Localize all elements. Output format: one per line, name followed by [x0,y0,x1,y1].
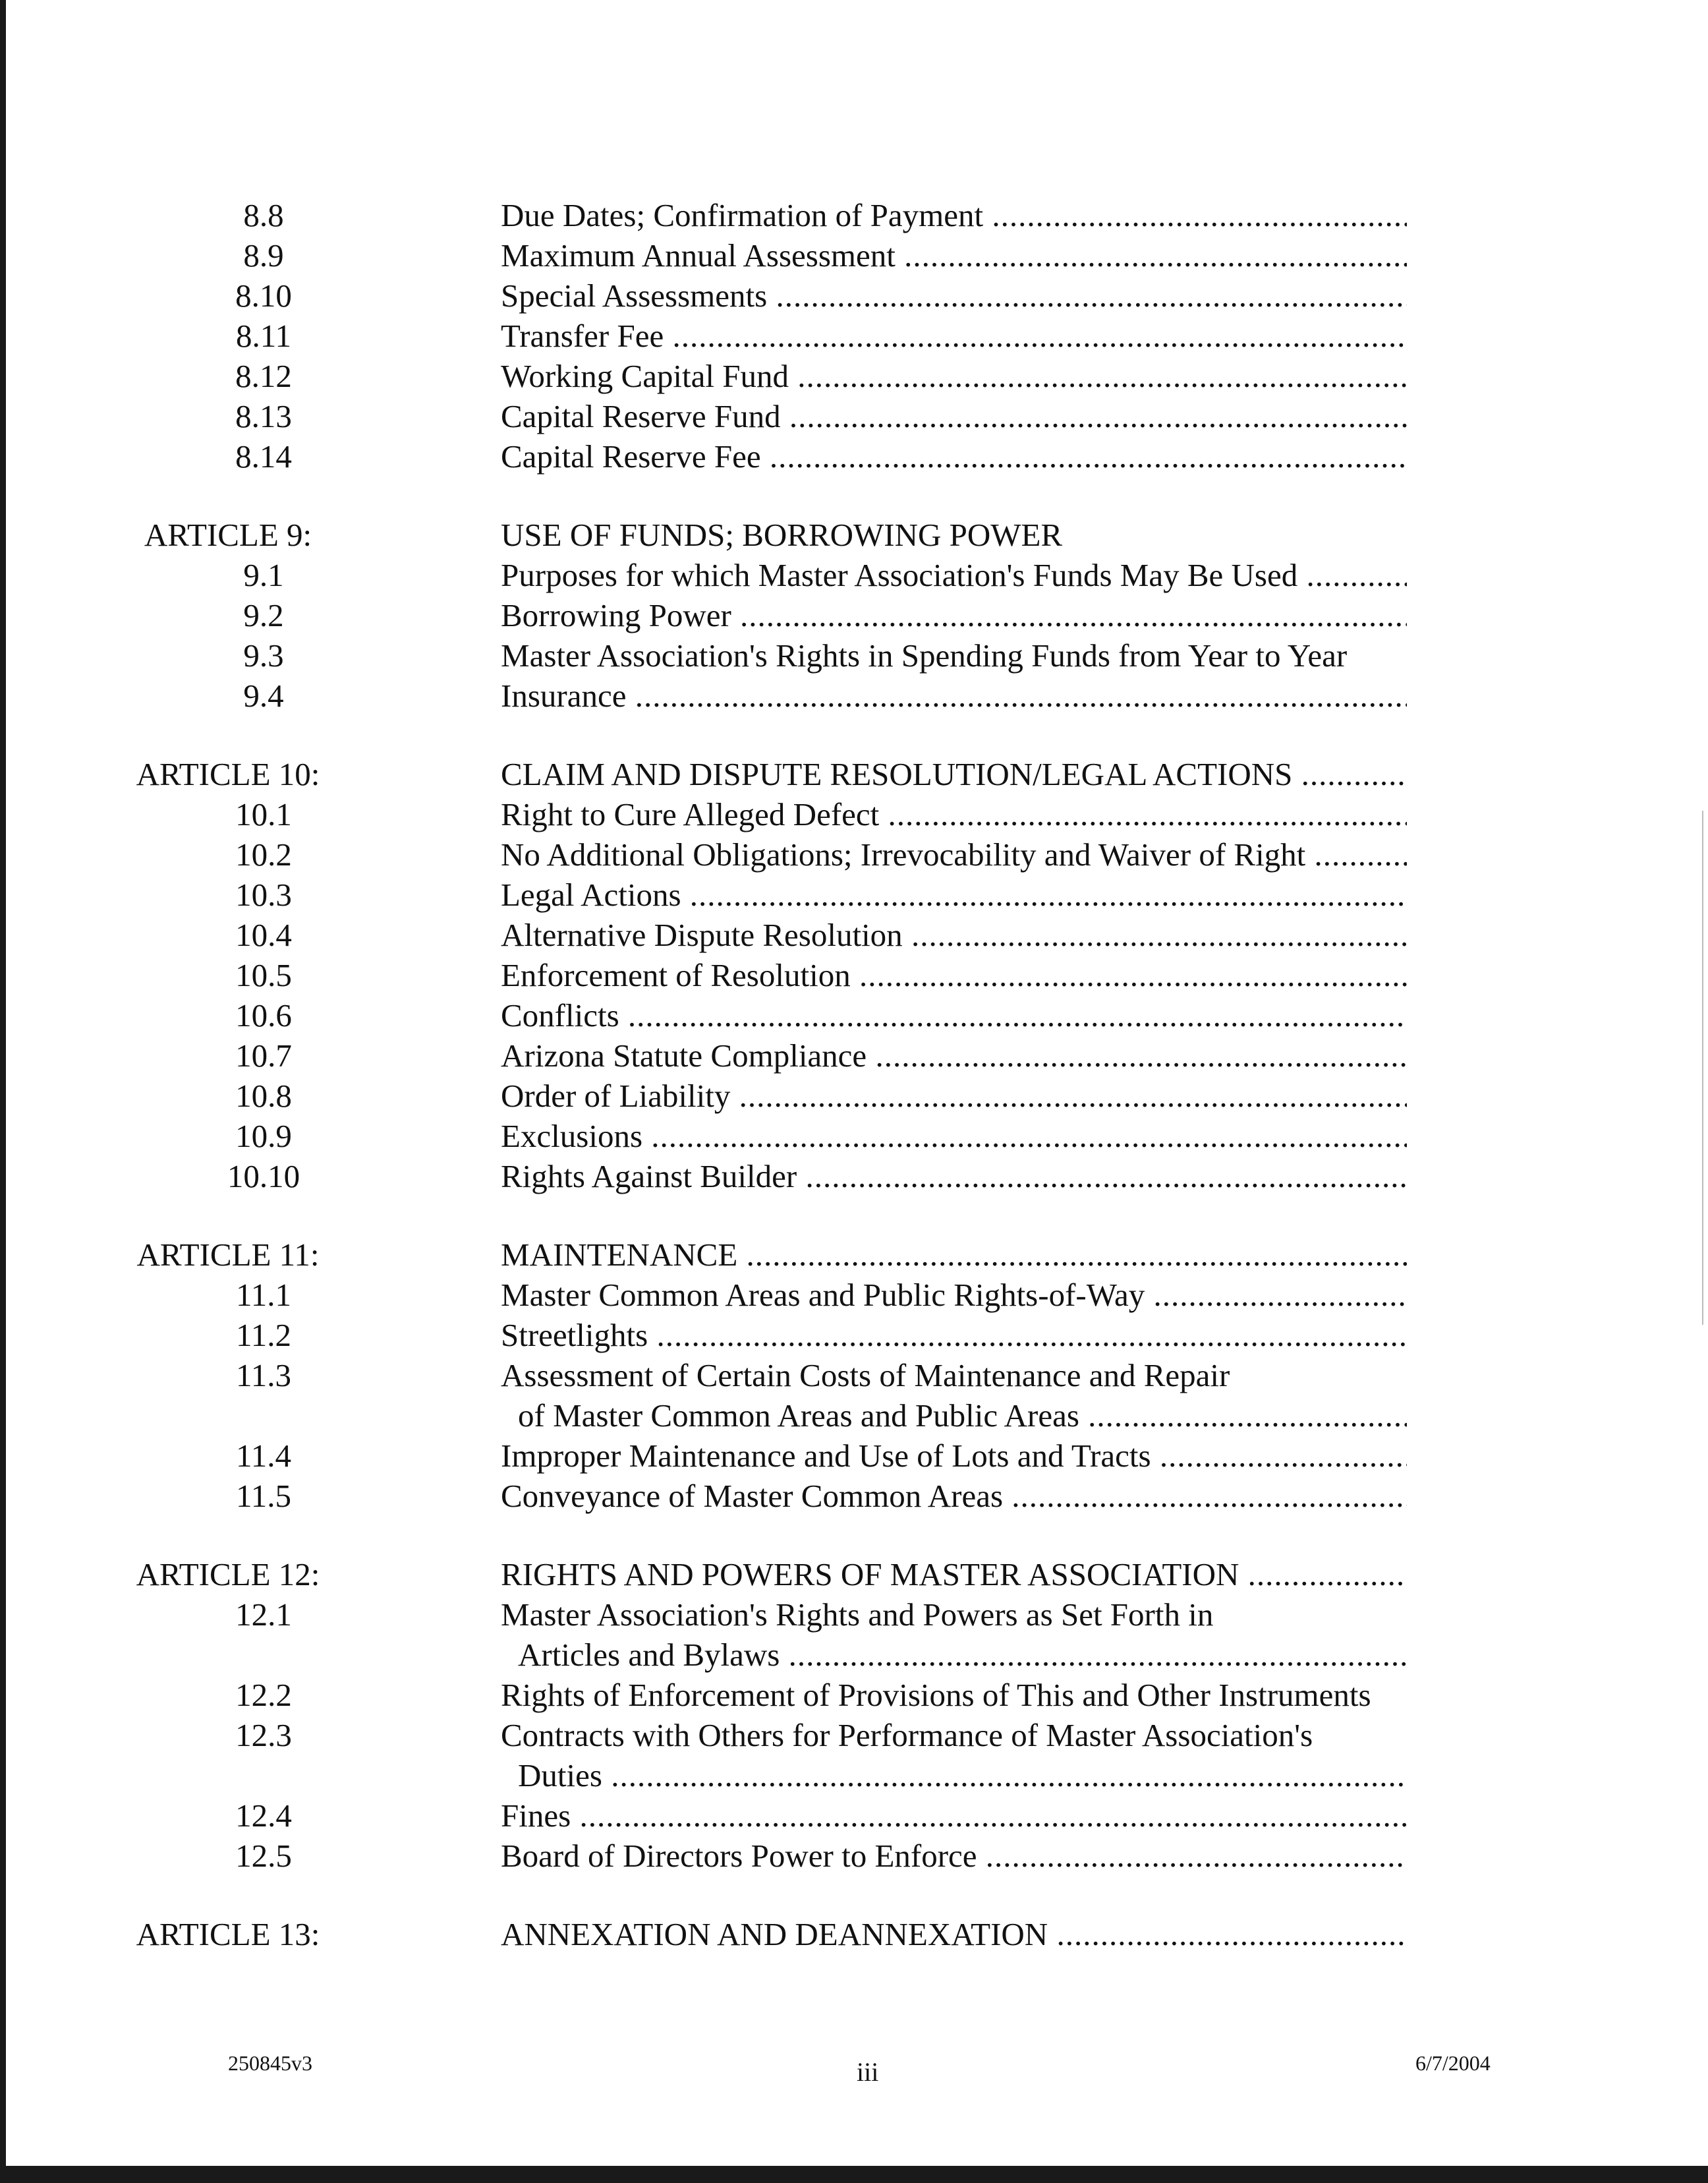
section-number: 9.2 [243,597,284,633]
section-number: 10.5 [235,957,292,993]
toc-section-row [0,1594,1708,1635]
section-number: 9.1 [243,557,284,593]
toc-section-row [0,1755,1708,1795]
toc-section-row [0,1395,1708,1436]
toc-section-row [0,595,1708,635]
section-number: 10.7 [235,1037,292,1074]
section-title: Working Capital Fund ..... [501,356,1407,396]
toc-section-row [0,396,1708,436]
toc-section-row [0,875,1708,915]
section-title: of Master Common Areas and Public Areas ..... [518,1395,1407,1436]
section-title: Streetlights ..... [501,1315,1407,1355]
section-title: Insurance ..... [501,676,1407,716]
toc-section-row [0,235,1708,276]
toc-section-row [0,1436,1708,1476]
section-title: Capital Reserve Fee ..... [501,436,1407,477]
article-number: ARTICLE 10: [136,756,320,792]
toc-section-row [0,1116,1708,1156]
section-title: Improper Maintenance and Use of Lots and Tracts ..... [501,1436,1407,1476]
section-title: Master Association's Rights and Powers as Set Forth in [501,1596,1214,1633]
section-title: Transfer Fee ..... [501,316,1407,356]
section-number: 8.12 [235,358,292,394]
section-title: Borrowing Power ..... [501,595,1407,635]
toc-section-row [0,995,1708,1035]
section-title: No Additional Obligations; Irrevocability and Waiver of Right ..... [501,834,1407,875]
article-number: ARTICLE 13: [136,1916,320,1952]
toc-section-row [0,1076,1708,1116]
section-title: Board of Directors Power to Enforce ..... [501,1836,1407,1876]
article-title: CLAIM AND DISPUTE RESOLUTION/LEGAL ACTIONS ..... [501,754,1407,794]
toc-section-row [0,1635,1708,1675]
section-number: 12.1 [235,1596,292,1633]
section-title: Arizona Statute Compliance ..... [501,1035,1407,1076]
section-title: Master Association's Rights in Spending Funds from Year to Year [501,637,1348,674]
toc-section-row [0,1315,1708,1355]
toc-section-row [0,1355,1708,1395]
article-title: ANNEXATION AND DEANNEXATION ..... [501,1914,1407,1954]
toc-section-row [0,316,1708,356]
toc-section-row [0,834,1708,875]
section-number: 8.13 [235,398,292,434]
section-number: 10.3 [235,877,292,913]
section-title: Enforcement of Resolution ..... [501,955,1407,995]
section-title: Purposes for which Master Association's Funds May Be Used ..... [501,555,1407,595]
section-title: Due Dates; Confirmation of Payment ..... [501,195,1407,235]
article-number: ARTICLE 11: [136,1237,320,1273]
toc-section-row [0,276,1708,316]
section-number: 8.11 [236,318,291,354]
section-title: Capital Reserve Fund ..... [501,396,1407,436]
section-number: 8.10 [235,277,292,314]
section-title: Assessment of Certain Costs of Maintenance and Repair [501,1357,1230,1393]
toc-section-row [0,1035,1708,1076]
section-number: 11.5 [236,1478,291,1514]
toc-section-row [0,1476,1708,1516]
section-title: Right to Cure Alleged Defect ..... [501,794,1407,834]
toc-section-row [0,1275,1708,1315]
section-title: Conflicts ..... [501,995,1407,1035]
section-title: Exclusions ..... [501,1116,1407,1156]
section-number: 9.4 [243,678,284,714]
toc-section-row [0,955,1708,995]
section-number: 11.1 [236,1277,291,1313]
section-number: 8.8 [243,197,284,233]
section-number: 10.6 [235,997,292,1033]
section-title: Legal Actions ..... [501,875,1407,915]
section-number: 10.10 [227,1158,300,1194]
page-number: iii [857,2057,879,2087]
section-number: 10.2 [235,836,292,873]
toc-section-row [0,1795,1708,1836]
section-title: Articles and Bylaws ..... [518,1635,1407,1675]
scan-edge-bottom [0,2166,1708,2183]
section-title: Duties ..... [518,1755,1407,1795]
toc-section-row [0,356,1708,396]
article-title: MAINTENANCE ..... [501,1235,1407,1275]
section-title: Fines ..... [501,1795,1407,1836]
section-title: Master Common Areas and Public Rights-of-Way ..... [501,1275,1407,1315]
section-number: 8.9 [243,237,284,274]
section-title: Rights of Enforcement of Provisions of This and Other Instruments [501,1677,1371,1713]
toc-section-row [0,676,1708,716]
toc-article-row [0,515,1708,555]
toc-section-row [0,195,1708,235]
toc-article-row [0,1914,1708,1954]
section-number: 8.14 [235,438,292,475]
toc-section-row [0,1675,1708,1715]
section-number: 11.4 [236,1438,291,1474]
toc-section-row [0,1715,1708,1755]
table-of-contents [0,195,1708,1954]
section-number: 11.3 [236,1357,291,1393]
section-number: 12.4 [235,1797,292,1834]
toc-article-row [0,754,1708,794]
article-number: ARTICLE 9: [144,517,312,553]
article-title: USE OF FUNDS; BORROWING POWER [501,517,1063,553]
section-title: Conveyance of Master Common Areas ..... [501,1476,1407,1516]
toc-article-row [0,1235,1708,1275]
toc-section-row [0,1836,1708,1876]
section-title: Special Assessments ..... [501,276,1407,316]
section-title: Alternative Dispute Resolution ..... [501,915,1407,955]
toc-section-row [0,915,1708,955]
document-date: 6/7/2004 [1415,2051,1491,2075]
document-id: 250845v3 [228,2051,312,2075]
section-number: 10.1 [235,796,292,832]
article-number: ARTICLE 12: [136,1556,320,1592]
toc-article-row [0,1554,1708,1594]
toc-section-row [0,436,1708,477]
section-number: 10.8 [235,1078,292,1114]
section-number: 12.3 [235,1717,292,1753]
toc-section-row [0,635,1708,676]
section-title: Contracts with Others for Performance of Master Association's [501,1717,1313,1753]
section-number: 11.2 [236,1317,291,1353]
toc-section-row [0,1156,1708,1196]
toc-section-row [0,794,1708,834]
section-title: Order of Liability ..... [501,1076,1407,1116]
section-number: 12.5 [235,1838,292,1874]
toc-section-row [0,555,1708,595]
section-number: 10.9 [235,1118,292,1154]
section-number: 9.3 [243,637,284,674]
section-number: 10.4 [235,917,292,953]
article-title: RIGHTS AND POWERS OF MASTER ASSOCIATION ..... [501,1554,1407,1594]
section-title: Rights Against Builder ..... [501,1156,1407,1196]
section-number: 12.2 [235,1677,292,1713]
section-title: Maximum Annual Assessment ..... [501,235,1407,276]
